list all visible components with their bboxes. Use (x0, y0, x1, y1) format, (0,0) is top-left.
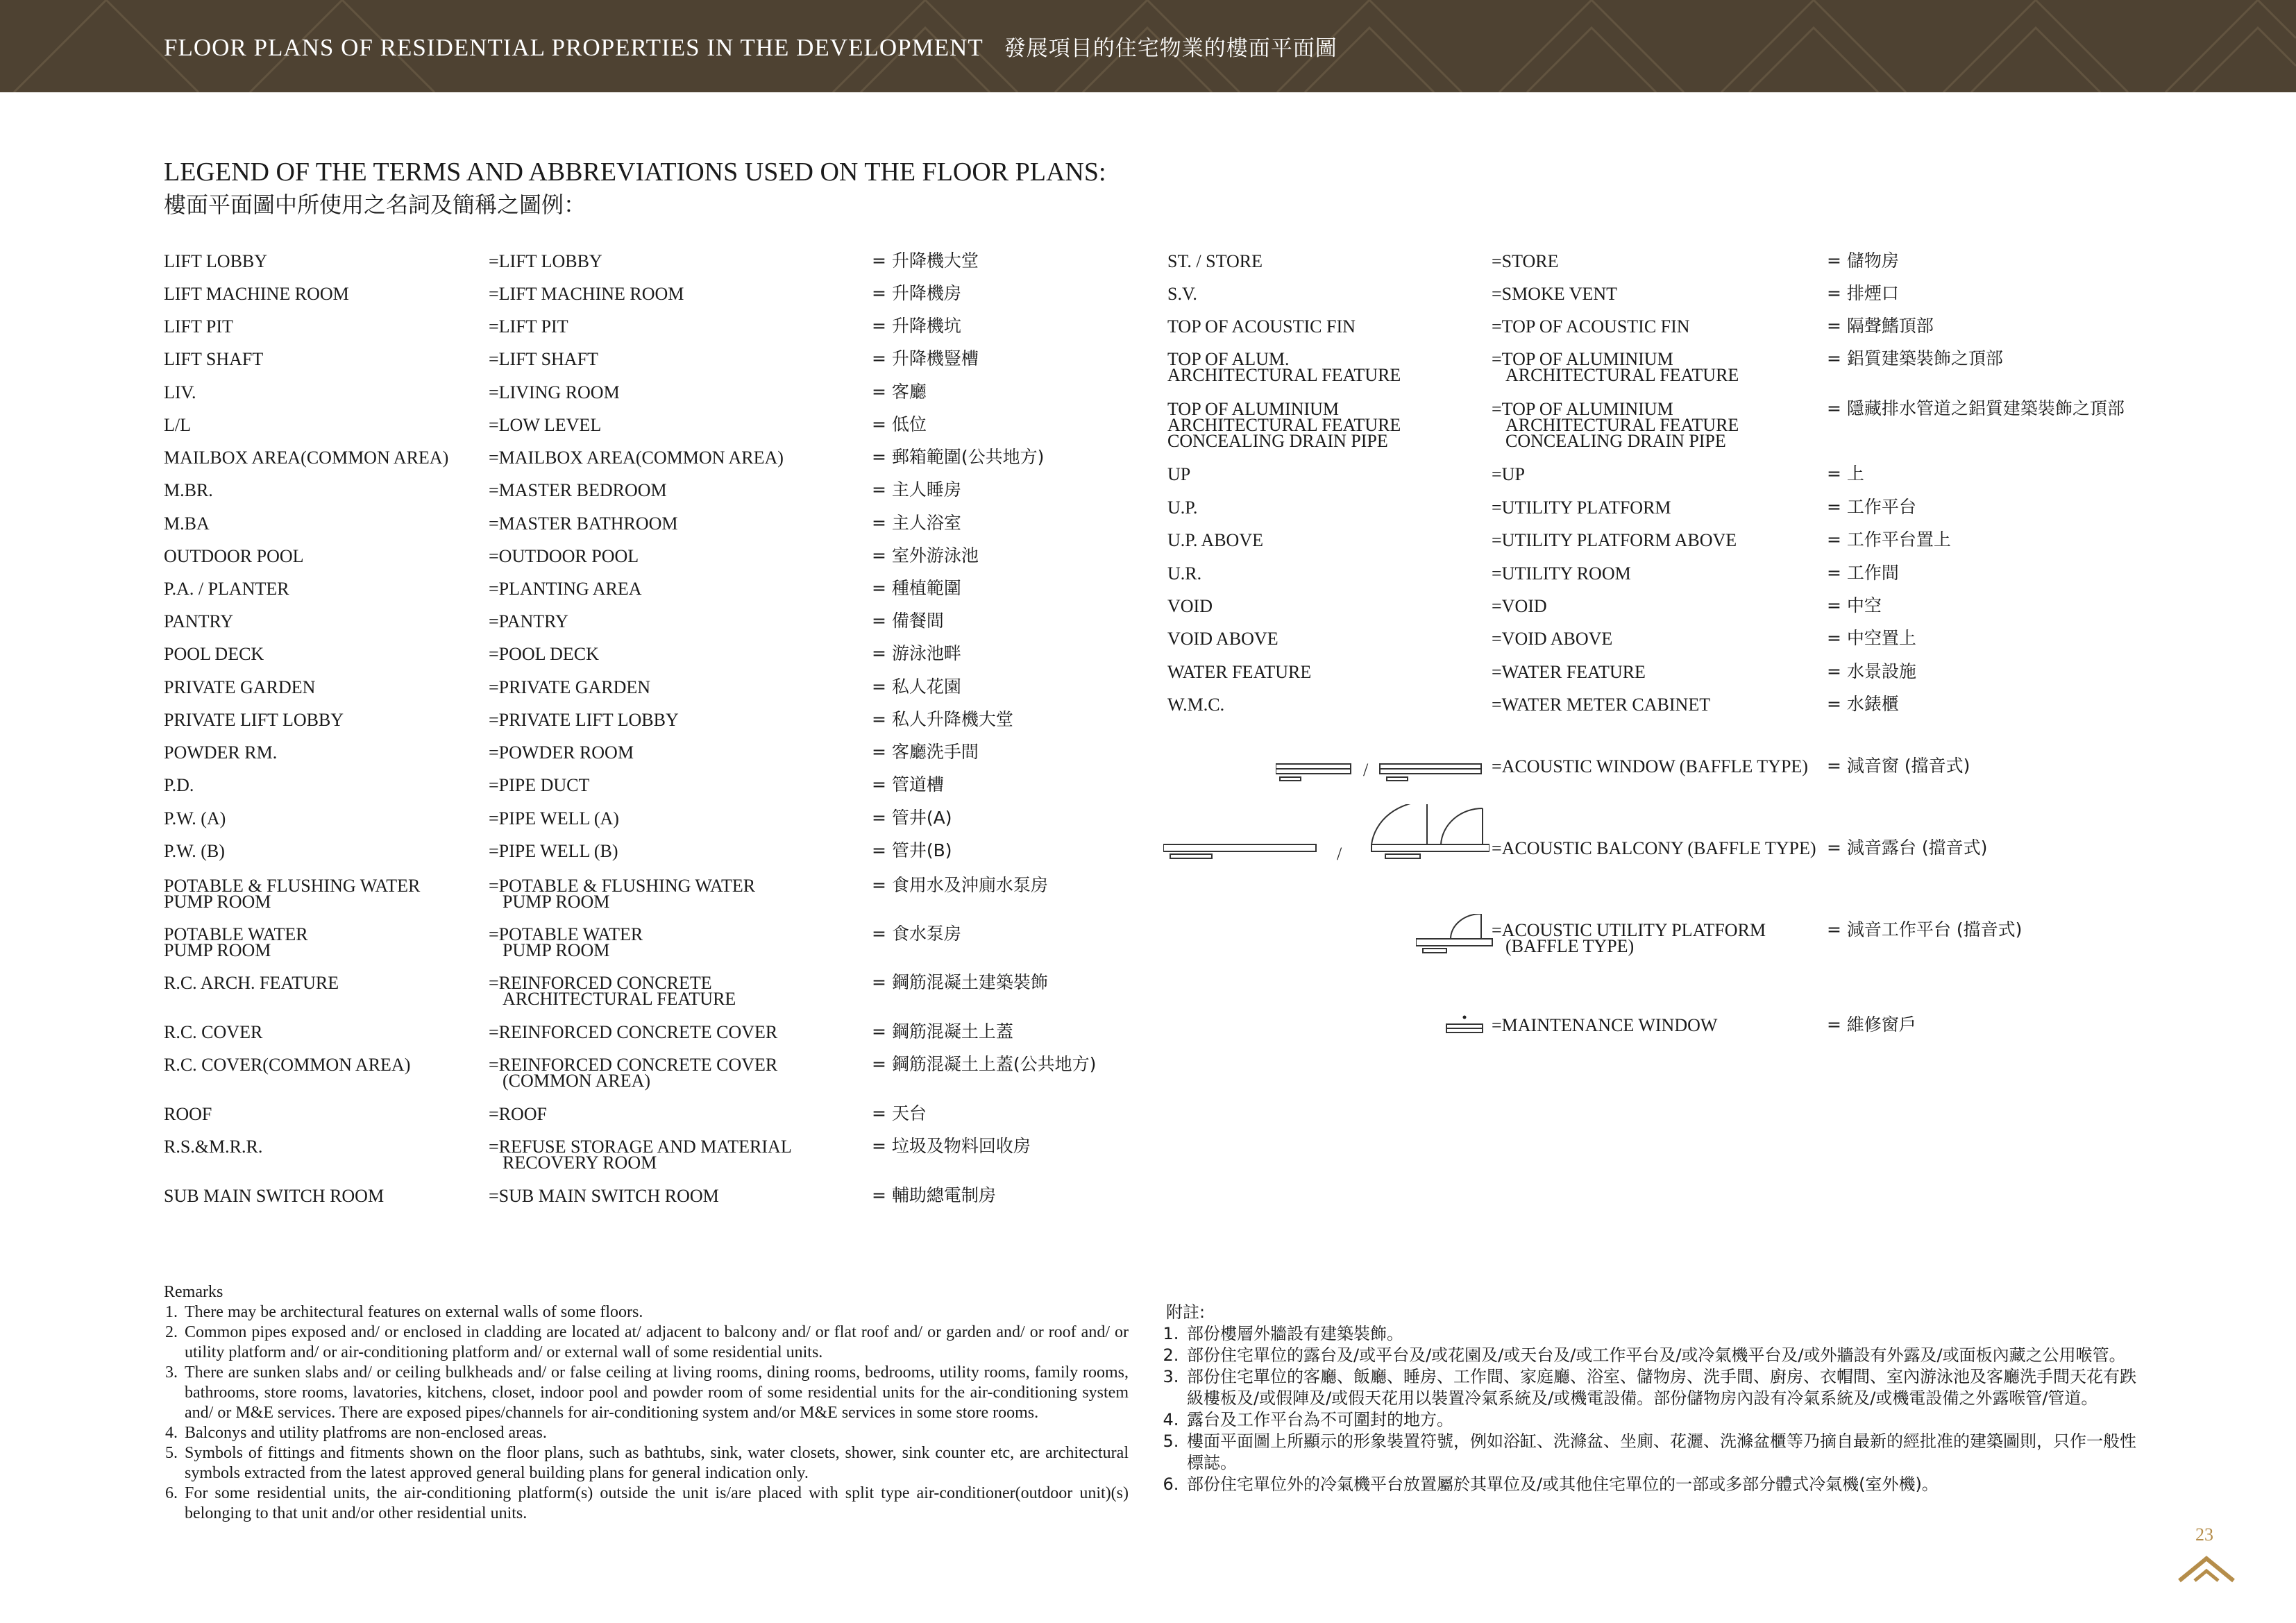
svg-text:/: / (1337, 844, 1342, 864)
legend-full-term (489, 450, 784, 466)
legend-full-term (1492, 840, 1816, 856)
legend-abbreviation (1167, 563, 1202, 584)
legend-full-term (1492, 922, 1766, 954)
legend-text-line: =LOW LEVEL (489, 415, 602, 435)
legend-abbreviation (164, 712, 344, 728)
legend-chinese-term: = 水錶櫃 (1827, 694, 1899, 714)
remark-item: 2. 部份住宅單位的露台及/或平台及/或花園及/或天台及/或工作平台及/或冷氣機平台及/或外牆設有外露及/或面板內藏之公用喉管。 (1184, 1345, 2138, 1366)
legend-chinese-term: = 減音工作平台 (擋音式) (1827, 919, 2023, 940)
legend-chinese-term: = 低位 (872, 414, 927, 434)
legend-text-line: =STORE (1492, 251, 1559, 271)
legend-text-line: =VOID ABOVE (1492, 629, 1613, 649)
legend-text-line: =SMOKE VENT (1492, 284, 1618, 304)
legend-text-line: ARCHITECTURAL FEATURE (1167, 365, 1401, 385)
legend-abbreviation (164, 513, 210, 534)
legend-text-line: =PIPE WELL (A) (489, 808, 619, 829)
legend-full-term (489, 646, 599, 662)
legend-text-line: =ACOUSTIC BALCONY (BAFFLE TYPE) (1492, 838, 1816, 858)
legend-abbreviation (164, 1057, 410, 1073)
legend-full-term (489, 316, 568, 337)
legend-abbreviation (164, 1024, 262, 1040)
legend-text-line: =LIVING ROOM (489, 382, 620, 402)
legend-text-line: =POOL DECK (489, 644, 599, 664)
legend-text-line: =MASTER BATHROOM (489, 513, 678, 534)
legend-chinese-term: = 鋼筋混凝土上蓋(公共地方) (872, 1054, 1097, 1074)
legend-chinese-term: = 私人花園 (872, 677, 961, 697)
legend-chinese-term: = 上 (1827, 464, 1864, 484)
legend-text-line: ROOF (164, 1104, 212, 1124)
legend-text-line: WATER FEATURE (1167, 662, 1312, 682)
legend-abbreviation (164, 482, 213, 498)
legend-chinese-term: = 減音窗 (擋音式) (1827, 756, 1970, 776)
acoustic-window-symbol (1276, 758, 1491, 790)
legend-chinese-term: = 游泳池畔 (872, 643, 961, 663)
legend-chinese-term: = 中空 (1827, 595, 1882, 615)
legend-text-line: ARCHITECTURAL FEATURE (1505, 365, 1739, 385)
legend-text-line: OUTDOOR POOL (164, 546, 304, 566)
legend-full-term (489, 417, 601, 433)
remark-item: 5. Symbols of fittings and fitments shown on the floor plans, such as bathtubs, sink, water closets, shower, sink counter etc, are architectural symbols extracted from the latest approved general building plans for general indication only. (182, 1443, 1129, 1484)
legend-abbreviation (1167, 697, 1224, 713)
legend-full-term (1492, 598, 1547, 614)
legend-text-line: =PIPE WELL (B) (489, 841, 618, 861)
remark-item: 3. 部份住宅單位的客廳、飯廳、睡房、工作間、家庭廳、浴室、儲物房、洗手間、廚房、衣帽間、室內游泳池及客廳洗手間天花有跌級樓板及/或假陣及/或假天花用以裝置冷氣系統及/或機電設備。部份儲物房內設有冷氣系統及/或機電設備之外露喉管/管道。 (1184, 1366, 2138, 1409)
legend-full-term (489, 1139, 792, 1171)
legend-full-term (489, 1106, 547, 1122)
legend-abbreviation (1167, 316, 1356, 337)
legend-full-term (1492, 697, 1710, 713)
legend-abbreviation (164, 613, 233, 629)
legend-text-line: ARCHITECTURAL FEATURE (503, 989, 736, 1009)
legend-abbreviation (164, 253, 267, 269)
legend-text-line: =MAINTENANCE WINDOW (1492, 1015, 1718, 1035)
legend-full-term (489, 777, 589, 793)
legend-text-line: PUMP ROOM (164, 892, 271, 912)
legend-text-line: P.W. (B) (164, 841, 225, 861)
legend-full-term (1492, 466, 1525, 482)
legend-chinese-term: = 減音露台 (擋音式) (1827, 838, 1988, 858)
legend-text-line: CONCEALING DRAIN PIPE (1167, 431, 1388, 451)
legend-chinese-term: = 工作平台置上 (1827, 529, 1951, 550)
page-title (164, 31, 1337, 62)
legend-abbreviation (1167, 253, 1263, 269)
legend-heading: LEGEND OF THE TERMS AND ABBREVIATIONS USED ON THE FLOOR PLANS: (164, 158, 1106, 187)
legend-abbreviation (164, 450, 448, 466)
legend-abbreviation (164, 351, 263, 367)
page-title-zh: 發展項目的住宅物業的樓面平面圖 (1004, 36, 1337, 61)
legend-full-term (489, 712, 679, 728)
legend-text-line: =TOP OF ALUMINIUM (1492, 349, 1673, 369)
legend-text-line: VOID ABOVE (1167, 629, 1278, 649)
legend-full-term (489, 253, 602, 269)
legend-full-term (1492, 500, 1671, 516)
legend-text-line: M.BR. (164, 480, 213, 500)
legend-text-line: POWDER RM. (164, 742, 278, 763)
legend-abbreviation (164, 581, 289, 597)
legend-abbreviation (164, 316, 233, 337)
legend-full-term (489, 1024, 777, 1040)
legend-abbreviation (164, 1139, 262, 1155)
legend-text-line: PRIVATE LIFT LOBBY (164, 710, 344, 730)
legend-text-line: =LIFT SHAFT (489, 349, 598, 369)
legend-full-term (489, 742, 634, 763)
legend-full-term (489, 482, 667, 498)
legend-text-line: RECOVERY ROOM (503, 1153, 657, 1173)
legend-text-line: =ACOUSTIC UTILITY PLATFORM (1492, 920, 1766, 940)
legend-text-line: =PIPE DUCT (489, 775, 590, 795)
legend-chinese-term: = 隱藏排水管道之鋁質建築裝飾之頂部 (1827, 398, 2125, 418)
legend-abbreviation (164, 926, 308, 958)
legend-abbreviation (1167, 466, 1190, 482)
legend-text-line: =LIFT LOBBY (489, 251, 602, 271)
legend-chinese-term: = 鋁質建築裝飾之頂部 (1827, 348, 2003, 368)
legend-chinese-term: = 食水泵房 (872, 924, 961, 944)
legend-text-line: =MASTER BEDROOM (489, 480, 667, 500)
chevron-up-icon (2177, 1553, 2236, 1583)
remarks-zh (1166, 1302, 2138, 1495)
legend-chinese-term: = 輔助總電制房 (872, 1185, 996, 1205)
legend-text-line: LIFT PIT (164, 316, 233, 337)
legend-full-term (489, 1057, 777, 1089)
legend-full-term (489, 679, 650, 695)
remark-item: 4. Balconys and utility platfroms are non-enclosed areas. (182, 1423, 1129, 1443)
legend-text-line: ARCHITECTURAL FEATURE (1167, 415, 1401, 435)
remark-item: 6. For some residential units, the air-conditioning platform(s) outside the unit is/are placed with split type air-conditioner(outdoor unit)(s) belonging to that unit and/or other residential units. (182, 1484, 1129, 1524)
remarks-en-heading: Remarks (164, 1283, 223, 1301)
legend-text-line: R.C. COVER(COMMON AREA) (164, 1055, 411, 1075)
legend-full-term (1492, 316, 1690, 337)
remark-item: 3. There are sunken slabs and/ or ceiling bulkheads and/ or false ceiling at living rooms, dining rooms, bedrooms, utility rooms, family rooms, bathrooms, store rooms, lavatories, kitchens, closet, indoor pool and powder room of some residential units for the air-conditioning system and/ or M&E services. There are exposed pipes/channels for air-conditioning system and/or M&E services in some store rooms. (182, 1363, 1129, 1423)
legend-chinese-term: = 鋼筋混凝土建築裝飾 (872, 972, 1048, 992)
legend-text-line: TOP OF ACOUSTIC FIN (1167, 316, 1356, 337)
legend-full-term (489, 513, 678, 534)
legend-text-line: R.C. COVER (164, 1022, 263, 1042)
legend-abbreviation (1167, 351, 1401, 383)
legend-full-term (1492, 563, 1631, 584)
acoustic-balcony-symbol (1163, 804, 1489, 877)
legend-text-line: =UTILITY PLATFORM ABOVE (1492, 530, 1737, 550)
legend-text-line: U.P. ABOVE (1167, 530, 1263, 550)
legend-full-term (1492, 351, 1739, 383)
legend-chinese-term: = 升降機大堂 (872, 250, 979, 271)
acoustic-utility-platform-symbol (1416, 914, 1499, 966)
legend-chinese-term: = 天台 (872, 1103, 927, 1123)
legend-full-term (1492, 532, 1737, 548)
legend-full-term (489, 926, 643, 958)
legend-full-term (1492, 1017, 1717, 1033)
legend-text-line: =MAILBOX AREA(COMMON AREA) (489, 448, 784, 468)
legend-full-term (1492, 253, 1559, 269)
page-number: 23 (2195, 1524, 2213, 1545)
legend-abbreviation (164, 742, 278, 763)
legend-chinese-term: = 維修窗戶 (1827, 1014, 1916, 1035)
legend-text-line: LIFT MACHINE ROOM (164, 284, 349, 304)
legend-text-line: PUMP ROOM (503, 892, 610, 912)
legend-full-term (489, 1188, 719, 1204)
legend-text-line: =POTABLE & FLUSHING WATER (489, 876, 756, 896)
legend-abbreviation (164, 777, 194, 793)
legend-text-line: SUB MAIN SWITCH ROOM (164, 1186, 385, 1206)
legend-abbreviation (1167, 631, 1278, 647)
legend-text-line: =REINFORCED CONCRETE (489, 973, 712, 993)
legend-text-line: =REFUSE STORAGE AND MATERIAL (489, 1137, 792, 1157)
legend-text-line: =REINFORCED CONCRETE COVER (489, 1022, 778, 1042)
legend-abbreviation (164, 417, 191, 433)
legend-text-line: VOID (1167, 596, 1213, 616)
legend-text-line: =TOP OF ACOUSTIC FIN (1492, 316, 1690, 337)
legend-text-line: =VOID (1492, 596, 1547, 616)
legend-text-line: =WATER METER CABINET (1492, 695, 1711, 715)
remarks-en-list (164, 1302, 1129, 1524)
legend-chinese-term: = 郵箱範圍(公共地方) (872, 447, 1045, 467)
legend-abbreviation (164, 646, 264, 662)
legend-text-line: S.V. (1167, 284, 1197, 304)
legend-chinese-term: = 管井(B) (872, 840, 952, 860)
legend-text-line: PRIVATE GARDEN (164, 677, 316, 697)
legend-chinese-term: = 工作平台 (1827, 497, 1916, 517)
legend-chinese-term: = 種植範圍 (872, 578, 961, 598)
legend-text-line: PUMP ROOM (503, 940, 610, 960)
legend-full-term (1492, 664, 1646, 680)
remark-item: 1. There may be architectural features on external walls of some floors. (182, 1302, 1129, 1323)
legend-text-line: W.M.C. (1167, 695, 1225, 715)
legend-full-term (1492, 401, 1739, 449)
legend-text-line: U.P. (1167, 498, 1198, 518)
legend-chinese-term: = 排煙口 (1827, 283, 1899, 303)
legend-abbreviation (164, 286, 349, 302)
legend-abbreviation (1167, 598, 1213, 614)
legend-full-term (1492, 758, 1808, 774)
legend-full-term (489, 548, 639, 564)
legend-full-term (489, 286, 684, 302)
legend-text-line: P.W. (A) (164, 808, 226, 829)
legend-full-term (1492, 286, 1617, 302)
legend-chinese-term: = 隔聲鰭頂部 (1827, 316, 1934, 336)
legend-text-line: TOP OF ALUM. (1167, 349, 1290, 369)
legend-text-line: R.C. ARCH. FEATURE (164, 973, 339, 993)
legend-text-line: POOL DECK (164, 644, 264, 664)
legend-chinese-term: = 備餐間 (872, 611, 944, 631)
legend-text-line: =POWDER ROOM (489, 742, 634, 763)
legend-text-line: TOP OF ALUMINIUM (1167, 399, 1340, 419)
legend-text-line: =ACOUSTIC WINDOW (BAFFLE TYPE) (1492, 756, 1808, 776)
legend-text-line: =SUB MAIN SWITCH ROOM (489, 1186, 719, 1206)
legend-full-term (489, 613, 568, 629)
legend-full-term (489, 808, 619, 829)
legend-abbreviation (164, 975, 339, 991)
legend-chinese-term: = 垃圾及物料回收房 (872, 1136, 1031, 1156)
legend-chinese-term: = 儲物房 (1827, 250, 1899, 271)
remark-item: 5. 樓面平面圖上所顯示的形象裝置符號，例如浴缸、洗滌盆、坐廁、花灑、洗滌盆櫃等乃摘自最新的經批准的建築圖則，只作一般性標誌。 (1184, 1431, 2138, 1474)
legend-full-term (489, 975, 736, 1007)
legend-abbreviation (1167, 532, 1263, 548)
legend-text-line: M.BA (164, 513, 210, 534)
legend-text-line: LIFT LOBBY (164, 251, 268, 271)
legend-text-line: =TOP OF ALUMINIUM (1492, 399, 1673, 419)
legend-abbreviation (164, 843, 225, 859)
legend-text-line: ARCHITECTURAL FEATURE (1505, 415, 1739, 435)
legend-text-line: PUMP ROOM (164, 940, 271, 960)
remark-item: 4. 露台及工作平台為不可圍封的地方。 (1184, 1409, 2138, 1431)
legend-chinese-term: = 管道槽 (872, 774, 944, 794)
legend-text-line: =LIFT MACHINE ROOM (489, 284, 684, 304)
legend-text-line: =OUTDOOR POOL (489, 546, 639, 566)
legend-text-line: CONCEALING DRAIN PIPE (1505, 431, 1726, 451)
legend-chinese-term: = 管井(A) (872, 808, 952, 828)
legend-text-line: =PRIVATE LIFT LOBBY (489, 710, 679, 730)
legend-abbreviation (1167, 401, 1401, 449)
legend-text-line: P.A. / PLANTER (164, 579, 289, 599)
legend-abbreviation (164, 1188, 384, 1204)
legend-text-line: PANTRY (164, 611, 234, 631)
legend-chinese-term: = 食用水及沖廁水泵房 (872, 875, 1048, 895)
legend-abbreviation (1167, 286, 1197, 302)
legend-abbreviation (164, 384, 196, 400)
legend-chinese-term: = 鋼筋混凝土上蓋 (872, 1021, 1013, 1042)
legend-chinese-term: = 升降機坑 (872, 316, 961, 336)
legend-text-line: =UP (1492, 464, 1525, 484)
legend-full-term (489, 581, 642, 597)
legend-abbreviation (164, 679, 315, 695)
legend-text-line: (BAFFLE TYPE) (1505, 936, 1635, 956)
legend-full-term (489, 878, 755, 910)
legend-chinese-term: = 升降機豎槽 (872, 348, 979, 368)
legend-chinese-term: = 主人睡房 (872, 479, 961, 500)
legend-chinese-term: = 主人浴室 (872, 513, 961, 533)
legend-text-line: =PANTRY (489, 611, 568, 631)
legend-text-line: =UTILITY PLATFORM (1492, 498, 1671, 518)
remarks-zh-heading: 附註: (1166, 1302, 1206, 1322)
page-title-en: FLOOR PLANS OF RESIDENTIAL PROPERTIES IN THE DEVELOPMENT (164, 34, 984, 61)
legend-abbreviation (164, 808, 226, 829)
legend-text-line: POTABLE & FLUSHING WATER (164, 876, 421, 896)
legend-chinese-term: = 中空置上 (1827, 628, 1916, 648)
legend-abbreviation (1167, 664, 1311, 680)
remarks-en (164, 1282, 1129, 1524)
legend-full-term (489, 384, 620, 400)
legend-heading-zh: 樓面平面圖中所使用之名詞及簡稱之圖例： (164, 192, 586, 218)
header-banner (0, 0, 2296, 92)
legend-text-line: (COMMON AREA) (503, 1071, 651, 1091)
legend-abbreviation (164, 1106, 212, 1122)
legend-full-term (489, 351, 598, 367)
legend-text-line: LIV. (164, 382, 196, 402)
legend-text-line: =LIFT PIT (489, 316, 568, 337)
legend-chinese-term: = 升降機房 (872, 283, 961, 303)
legend-text-line: POTABLE WATER (164, 924, 308, 944)
legend-text-line: =PLANTING AREA (489, 579, 642, 599)
legend-abbreviation (1167, 500, 1197, 516)
remark-item: 2. Common pipes exposed and/ or enclosed in cladding are located at/ adjacent to balcony and/ or flat roof and/ or garden and/ or roof and/ or utility platform and/ or air-conditioning platform and/ or external wall of some residential units. (182, 1323, 1129, 1363)
remark-item: 1. 部份樓層外牆設有建築裝飾。 (1184, 1323, 2138, 1345)
remark-item: 6. 部份住宅單位外的冷氣機平台放置屬於其單位及/或其他住宅單位的一部或多部分體式冷氣機(室外機)。 (1184, 1474, 2138, 1495)
maintenance-window-symbol (1445, 1014, 1487, 1043)
legend-chinese-term: = 室外游泳池 (872, 545, 979, 566)
legend-abbreviation (164, 548, 304, 564)
legend-text-line: =ROOF (489, 1104, 548, 1124)
legend-text-line: P.D. (164, 775, 194, 795)
legend-full-term (489, 843, 618, 859)
legend-full-term (1492, 631, 1612, 647)
legend-text-line: R.S.&M.R.R. (164, 1137, 263, 1157)
legend-text-line: =PRIVATE GARDEN (489, 677, 651, 697)
legend-chinese-term: = 客廳 (872, 382, 927, 402)
legend-text-line: =REINFORCED CONCRETE COVER (489, 1055, 778, 1075)
legend-chinese-term: = 客廳洗手間 (872, 742, 979, 762)
legend-chinese-term: = 工作間 (1827, 563, 1899, 583)
legend-chinese-term: = 水景設施 (1827, 661, 1916, 681)
legend-text-line: ST. / STORE (1167, 251, 1263, 271)
legend-text-line: U.R. (1167, 563, 1202, 584)
legend-text-line: =UTILITY ROOM (1492, 563, 1631, 584)
legend-text-line: UP (1167, 464, 1191, 484)
svg-text:/: / (1363, 760, 1369, 780)
legend-text-line: MAILBOX AREA(COMMON AREA) (164, 448, 449, 468)
legend-text-line: =POTABLE WATER (489, 924, 643, 944)
legend-abbreviation (164, 878, 420, 910)
legend-text-line: L/L (164, 415, 191, 435)
legend-text-line: =WATER FEATURE (1492, 662, 1646, 682)
remarks-zh-list (1166, 1323, 2138, 1495)
legend-text-line: LIFT SHAFT (164, 349, 264, 369)
legend-chinese-term: = 私人升降機大堂 (872, 709, 1013, 729)
